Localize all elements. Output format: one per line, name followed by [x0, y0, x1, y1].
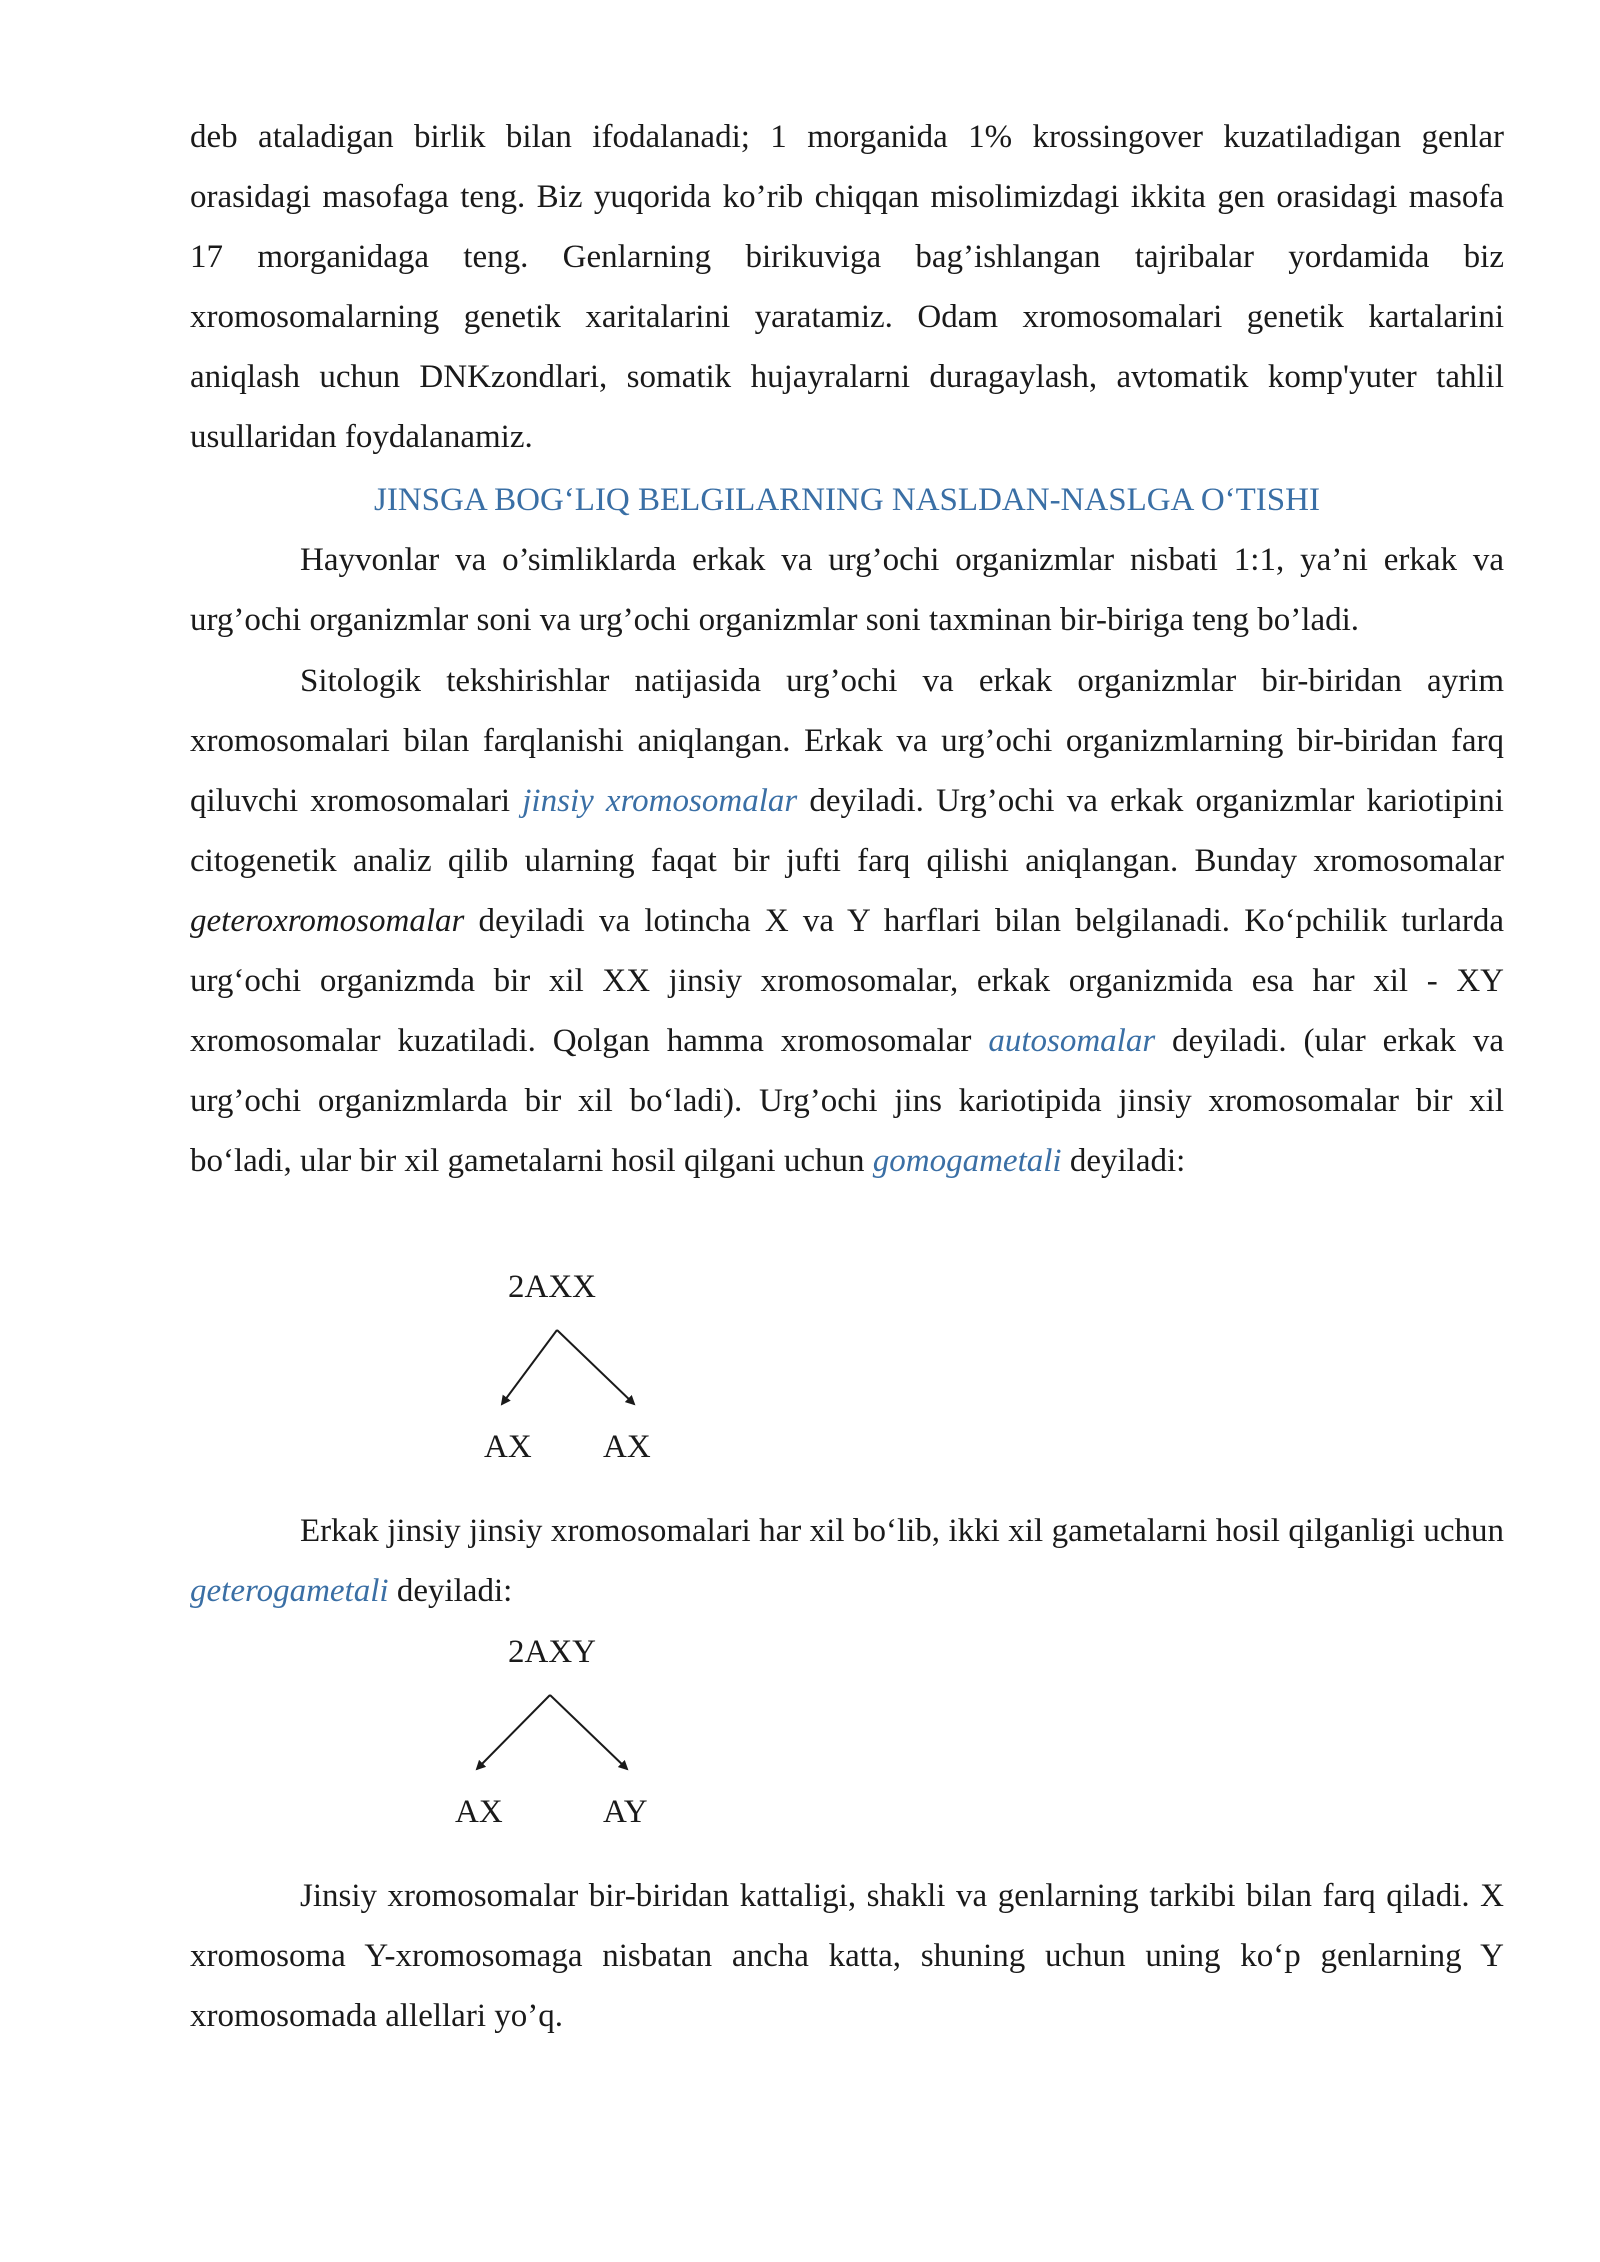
text-run: Sitologik tekshirishlar natijasida urg’ochi va erkak organizmlar bir-biridan ayrim xromosomalari bilan farqlanishi aniqlangan. Erkak va urg’ochi organizmlarning bir-biridan farq qiluvchi xromosomalari [190, 663, 1504, 819]
term-gomogametali: gomogametali [872, 1143, 1062, 1179]
diagram1-arrow-right [557, 1330, 634, 1404]
diagram2-right: AY [603, 1794, 648, 1830]
term-geteroxromosomalar: geteroxromosomalar [190, 903, 465, 939]
text-run: deyiladi va lotincha X va Y harflari bilan belgilanadi. Ko‘pchilik turlarda urg‘ochi organizmda bir xil XX jinsiy xromosomalar, erkak organizmida esa har xil - XY xromosomalar kuzatiladi. Qolgan hamma xromosomalar [190, 903, 1504, 1059]
term-geterogametali: geterogametali [190, 1573, 389, 1609]
diagram2-parent: 2AXY [508, 1634, 596, 1670]
diagram2-arrow-right [550, 1695, 627, 1769]
text-run: deyiladi: [1061, 1143, 1186, 1179]
text-run: deyiladi. Urg’ochi va erkak organizmlar kariotipini citogenetik analiz qilib ularning faqat bir jufti farq qilishi aniqlangan. Bunday xromosomalar [190, 783, 1504, 879]
section-heading: JINSGA BOG‘LIQ BELGILARNING NASLDAN-NASLGA O‘TISHI [374, 482, 1320, 518]
diagram1-right: AX [603, 1429, 651, 1465]
diagram1-left: AX [484, 1429, 532, 1465]
text-run: deyiladi: [388, 1573, 513, 1609]
term-jinsiy-xromosomalar: jinsiy xromosomalar [522, 783, 798, 819]
diagram1-arrow-left [502, 1330, 557, 1404]
term-autosomalar: autosomalar [988, 1023, 1156, 1059]
paragraph-intro: deb ataladigan birlik bilan ifodalanadi; 1 morganida 1% krossingover kuzatiladigan genlar orasidagi masofaga teng. Biz yuqorida ko’rib chiqqan misolimizdagi ikkita gen orasidagi masofa 17 morganidaga teng. Genlarning birikuviga bag’ishlangan tajribalar yordamida biz xromosomalarning genetik xaritalarini yaratamiz. Odam xromosomalari genetik kartalarini aniqlash uchun DNKzondlari, somatik hujayralarni duragaylash, avtomatik komp'yuter tahlil usullaridan foydalanamiz. [190, 119, 1504, 455]
paragraph-size-difference: Jinsiy xromosomalar bir-biridan kattaligi, shakli va genlarning tarkibi bilan farq qiladi. X xromosoma Y-xromosomaga nisbatan ancha katta, shuning uchun uning ko‘p genlarning Y xromosomada allellari yo’q. [190, 1878, 1504, 2034]
diagram2-left: AX [455, 1794, 503, 1830]
text-run: deyiladi. (ular erkak va urg’ochi organizmlarda bir xil bo‘ladi). Urg’ochi jins kariotipida jinsiy xromosomalar bir xil bo‘ladi, ular bir xil gametalarni hosil qilgani uchun [190, 1023, 1504, 1179]
paragraph-ratio: Hayvonlar va o’simliklarda erkak va urg’ochi organizmlar nisbati 1:1, ya’ni erkak va urg’ochi organizmlar soni va urg’ochi organizmlar soni taxminan bir-biriga teng bo’ladi. [190, 542, 1504, 638]
diagram1-parent: 2AXX [508, 1269, 596, 1305]
text-run: Erkak jinsiy jinsiy xromosomalari har xil bo‘lib, ikki xil gametalarni hosil qilganligi uchun [300, 1513, 1504, 1549]
diagram2-arrow-left [477, 1695, 550, 1769]
